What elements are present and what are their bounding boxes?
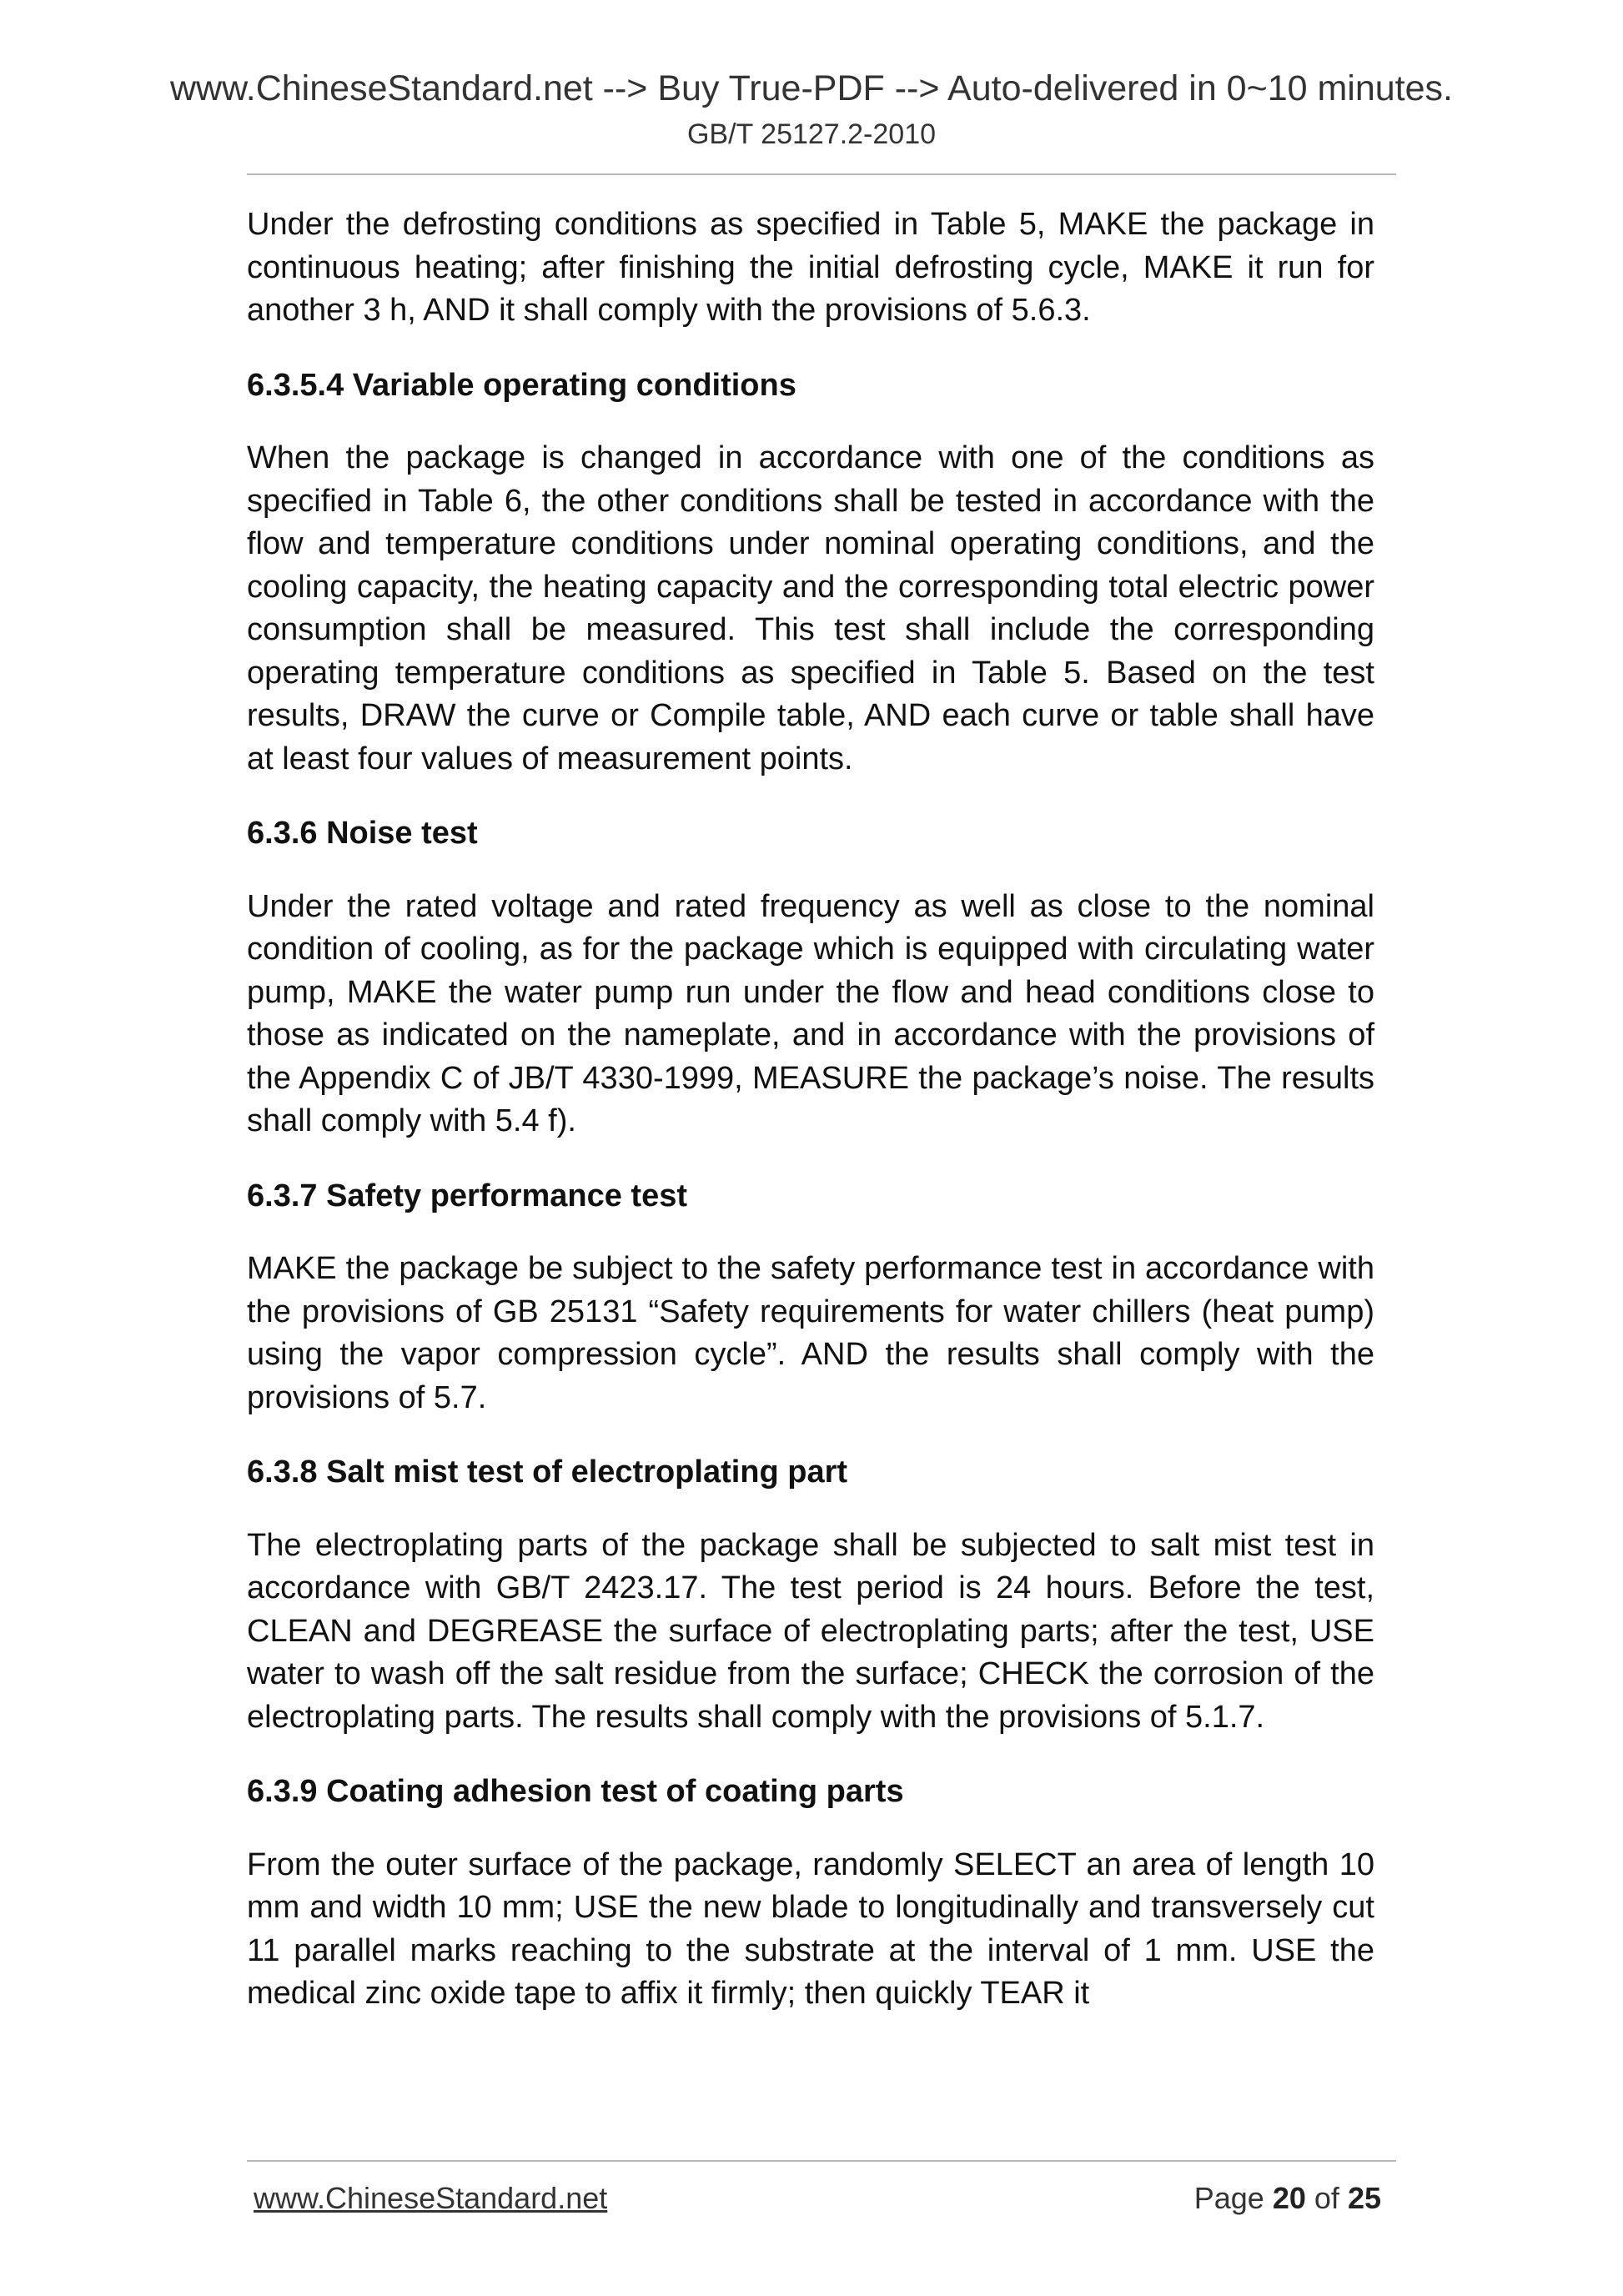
heading-6-3-5-4: 6.3.5.4 Variable operating conditions: [247, 367, 796, 403]
header-banner: www.ChineseStandard.net --> Buy True-PDF --> Auto-delivered in 0~10 minutes.: [169, 68, 1453, 108]
page-word: Page: [1193, 2181, 1264, 2215]
paragraph-coating-adhesion: From the outer surface of the package, randomly SELECT an area of length 10 mm and width 10 mm; USE the new blade to longitudinally and transversely cut 11 parallel marks reaching to the substrate at the interval of 1 mm. USE the medical zinc oxide tape to affix it firmly; then quickly TEAR it: [247, 1846, 1374, 2011]
document-body: [247, 203, 1374, 2047]
heading-6-3-8: 6.3.8 Salt mist test of electroplating part: [247, 1454, 848, 1490]
paragraph-safety-test: MAKE the package be subject to the safety performance test in accordance with the provisions of GB 25131 “Safety requirements for water chillers (heat pump) using the vapor compression cycle”. AND the results shall comply with the provisions of 5.7.: [247, 1251, 1374, 1415]
page-current: 20: [1272, 2181, 1306, 2215]
paragraph-salt-mist: The electroplating parts of the package shall be subjected to salt mist test in accordance with GB/T 2423.17. The test period is 24 hours. Before the test, CLEAN and DEGREASE the surface of electroplating parts; after the test, USE water to wash off the salt residue from the surface; CHECK the corrosion of the electroplating parts. The results shall comply with the provisions of 5.1.7.: [247, 1527, 1374, 1735]
header-divider: [247, 173, 1396, 175]
paragraph-variable-operating: When the package is changed in accordance with one of the conditions as specified in Table 6, the other conditions shall be tested in accordance with the flow and temperature conditions under nominal operating conditions, and the cooling capacity, the heating capacity and the corresponding total electric power consumption shall be measured. This test shall include the corresponding operating temperature conditions as specified in Table 5. Based on the test results, DRAW the curve or Compile table, AND each curve or table shall have at least four values of measurement points.: [247, 440, 1374, 776]
page-total: 25: [1347, 2181, 1381, 2215]
paragraph-defrosting: Under the defrosting conditions as specified in Table 5, MAKE the package in continuous heating; after finishing the initial defrosting cycle, MAKE it run for another 3 h, AND it shall comply with the provisions of 5.6.3.: [247, 207, 1374, 328]
footer-divider: [247, 2160, 1396, 2162]
standard-number: GB/T 25127.2-2010: [686, 118, 937, 150]
page-header: [0, 65, 1623, 153]
page-of-word: of: [1314, 2181, 1339, 2215]
heading-6-3-9: 6.3.9 Coating adhesion test of coating parts: [247, 1774, 904, 1809]
heading-6-3-7: 6.3.7 Safety performance test: [247, 1178, 688, 1213]
page-indicator: [1194, 2178, 1381, 2218]
footer-site-link[interactable]: www.ChineseStandard.net: [254, 2181, 608, 2215]
paragraph-noise-test: Under the rated voltage and rated frequency as well as close to the nominal condition of cooling, as for the package which is equipped with circulating water pump, MAKE the water pump run under the flow and head conditions close to those as indicated on the nameplate, and in accordance with the provisions of the Appendix C of JB/T 4330-1999, MEASURE the package’s noise. The results shall comply with 5.4 f).: [247, 888, 1374, 1138]
heading-6-3-6: 6.3.6 Noise test: [247, 816, 478, 851]
